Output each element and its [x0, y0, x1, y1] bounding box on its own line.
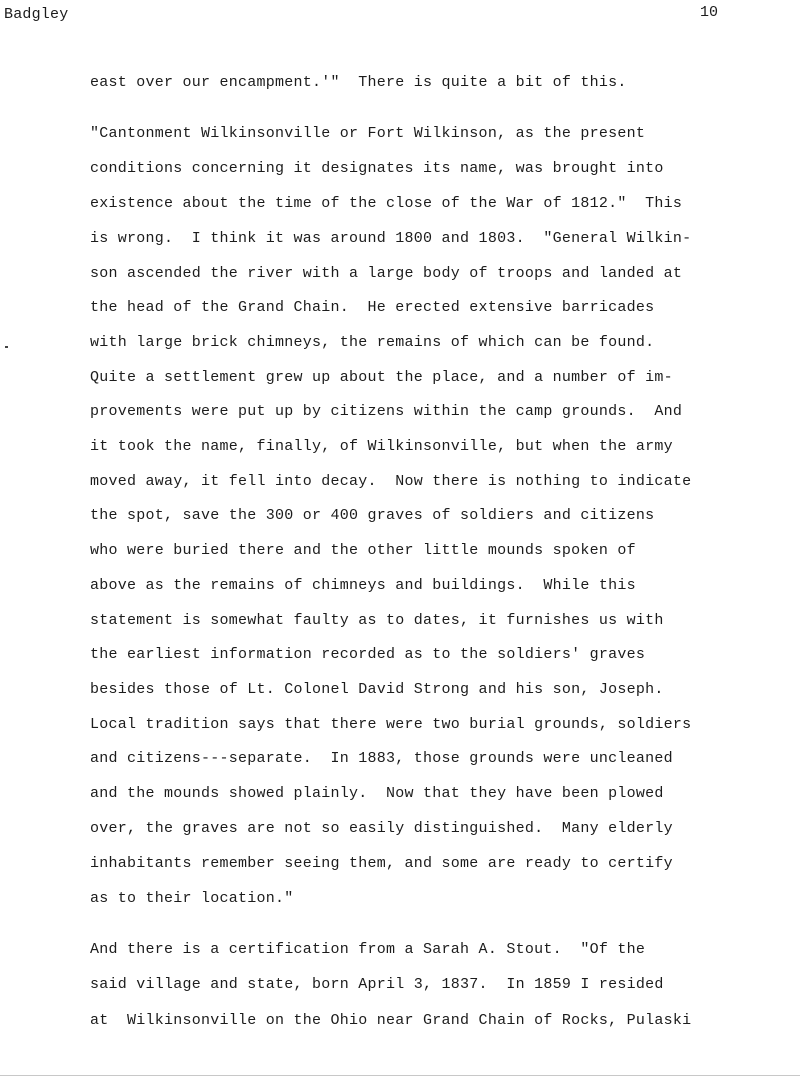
text-line: said village and state, born April 3, 1837. In 1859 I resided: [90, 976, 664, 993]
text-line: inhabitants remember seeing them, and some are ready to certify: [90, 855, 673, 872]
text-line: with large brick chimneys, the remains of which can be found.: [90, 334, 655, 351]
text-line: who were buried there and the other little mounds spoken of: [90, 542, 636, 559]
page-bottom-edge: [0, 1075, 800, 1076]
text-line: the earliest information recorded as to the soldiers' graves: [90, 646, 646, 663]
text-line: at Wilkinsonville on the Ohio near Grand Chain of Rocks, Pulaski: [90, 1012, 692, 1029]
text-line: and citizens---separate. In 1883, those grounds were uncleaned: [90, 750, 673, 767]
page-header-author: Badgley: [4, 6, 69, 23]
text-line: besides those of Lt. Colonel David Strong and his son, Joseph.: [90, 681, 664, 698]
text-line: statement is somewhat faulty as to dates, it furnishes us with: [90, 612, 664, 629]
text-line: And there is a certification from a Sarah A. Stout. "Of the: [90, 941, 646, 958]
text-line: moved away, it fell into decay. Now there is nothing to indicate: [90, 473, 692, 490]
page-number: 10: [700, 4, 719, 21]
text-line: is wrong. I think it was around 1800 and 1803. "General Wilkin-: [90, 230, 692, 247]
text-line: as to their location.": [90, 890, 294, 907]
text-line: conditions concerning it designates its name, was brought into: [90, 160, 664, 177]
text-line: above as the remains of chimneys and buildings. While this: [90, 577, 636, 594]
text-line: Quite a settlement grew up about the place, and a number of im-: [90, 369, 673, 386]
text-line: and the mounds showed plainly. Now that they have been plowed: [90, 785, 664, 802]
text-line: over, the graves are not so easily distinguished. Many elderly: [90, 820, 673, 837]
margin-mark: [5, 346, 8, 348]
text-line: existence about the time of the close of the War of 1812." This: [90, 195, 683, 212]
text-line: "Cantonment Wilkinsonville or Fort Wilkinson, as the present: [90, 125, 646, 142]
text-line: east over our encampment.'" There is quite a bit of this.: [90, 74, 627, 91]
text-line: it took the name, finally, of Wilkinsonville, but when the army: [90, 438, 673, 455]
text-line: son ascended the river with a large body of troops and landed at: [90, 265, 683, 282]
text-line: provements were put up by citizens within the camp grounds. And: [90, 403, 683, 420]
text-line: Local tradition says that there were two burial grounds, soldiers: [90, 716, 692, 733]
text-line: the head of the Grand Chain. He erected extensive barricades: [90, 299, 655, 316]
text-line: the spot, save the 300 or 400 graves of soldiers and citizens: [90, 507, 655, 524]
